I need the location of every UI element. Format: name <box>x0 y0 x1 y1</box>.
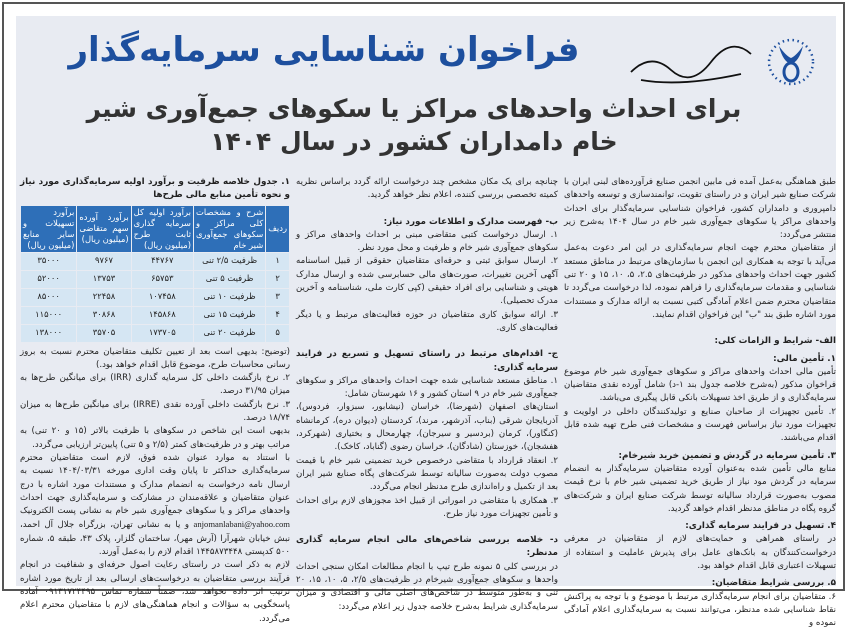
table-cell: ۱۰۷۴۵۸ <box>131 288 193 306</box>
paragraph: تأمین مالی احداث واحدهای مراکز و سکوهای جمع‌آوری شیر خام موضوع فراخوان مذکور (به‌شرح خلاصه جدول بند ۱-د) شامل آورده نقدی متقاضیان سرمایه‌گذاری و از طریق اخذ تسهیلات بانکی قابل پیگیری می‌باشد. <box>564 366 836 404</box>
list-item: ۲. انعقاد قرارداد با متقاضی درخصوص خرید تضمینی شیر خام با قیمت مصوب دولت به‌صورت سالیانه توسط شرکت‌های پگاه صنایع شیر ایران بعد از تکمیل و راه‌اندازی طرح مدنظر انجام می‌گردد. <box>296 455 558 493</box>
table-row <box>21 270 290 288</box>
column-header: برآورد اولیه کل سرمایه گذاری ثابت طرح (میلیون ریال) <box>131 205 193 252</box>
paragraph: منابع مالی تأمین شده به‌عنوان آورده متقاضیان سرمایه‌گذار به انضمام سرمایه در گردش مود نیاز از طریق خرید تضمینی شیر خام با نرخ قیمت مصوب به‌صورت قرارداد سالیانه توسط شرکت صنایع ایران و شرکت‌های گروه پگاه در مناطق مدنظر اقدام خواهد گردید. <box>564 463 836 514</box>
list-item: ۱. مناطق مستعد شناسایی شده جهت احداث واحدهای مراکز و سکوهای جمع‌آوری شیر خام در ۹ استان کشور و ۱۶ شهرستان شامل: <box>296 375 558 400</box>
paragraph: ۶. متقاضیان برای انجام سرمایه‌گذاری مرتبط با موضوع و با توجه به پراکنش نقاط شناسایی شده مدنظر، می‌توانند نسبت به سرمایه‌گذاری اعلام آمادگی نموده و <box>564 591 836 629</box>
section-jim-heading: ج- اقدام‌های مرتبط در راستای تسهیل و تسریع در فرایند سرمایه گذاری: <box>296 349 558 373</box>
table-cell: ظرفیت ۵ تنی <box>193 270 265 288</box>
ad-title: فراخوان شناسایی سرمایه‌گذار <box>68 30 580 70</box>
table-cell: ظرفیت ۱۵ تنی <box>193 306 265 324</box>
column-right <box>564 176 836 631</box>
column-header: ردیف <box>266 205 290 252</box>
paragraph: ۲. تأمین تجهیزات از صاحبان صنایع و تولیدکنندگان داخلی در اولویت و تجهیزات مورد نیاز براساس فهرست و مشخصات فنی طرح تهیه شده قابل اقدام می‌باشند. <box>564 406 836 444</box>
table-cell: ۵۲۰۰۰ <box>21 270 77 288</box>
table-cell: ۴۴۷۶۷ <box>131 252 193 270</box>
table-cell: ۳۰۸۶۸ <box>77 306 131 324</box>
org-logo <box>621 32 821 92</box>
table-cell: ۳۵۷۰۵ <box>77 324 131 342</box>
table-cell: ۹۷۶۷ <box>77 252 131 270</box>
email-link[interactable]: anjomanlabani@yahoo.com <box>193 519 290 530</box>
table-cell: ۶۵۷۵۳ <box>131 270 193 288</box>
table-row <box>21 288 290 306</box>
table-row <box>21 306 290 324</box>
table-cell: ۸۵۰۰۰ <box>21 288 77 306</box>
paragraph: در راستای همراهی و حمایت‌های لازم از متقاضیان در معرفی درخواست‌کنندگان به بانک‌های عامل برای پذیرش عاملیت و استفاده از تسهیلات اعتباری قابل اقدام خواهد بود. <box>564 534 836 572</box>
column-header: برآورد آورده سهم متقاضی (میلیون ریال) <box>77 205 131 252</box>
table-cell: ظرفیت ۲/۵ تنی <box>193 252 265 270</box>
list-item: ۳. ارائه سوابق کاری متقاضیان در حوزه فعالیت‌های مرتبط و یا دیگر فعالیت‌های کاری. <box>296 309 558 333</box>
table-cell: ۲۲۴۵۸ <box>77 288 131 306</box>
table-cell: ۱۱۵۰۰۰ <box>21 306 77 324</box>
address-text: و یا به نشانی تهران، بزرگراه جلال آل احمد، نبش خیابان شهرآرا (آرش مهر)، ساختمان گلزار، پلاک ۴۳، طبقه ۵، شماره ۵۰۰ کدپستی ۱۴۴۵۸۷۳۴۴۸ اقدام لازم را به‌عمل آورند. <box>20 520 291 558</box>
irr-paragraph: ۲. نرخ بازگشت داخلی کل سرمایه گذاری (IRR) برای میانگین طرح‌ها به میزان ۳۱/۹۵ درصد. <box>20 373 290 397</box>
section-alef-heading: الف- شرایط و الزامات کلی: <box>714 336 836 347</box>
logo-calligraphy <box>631 47 751 83</box>
table-cell: ۴ <box>266 306 290 324</box>
list-item: ۲. ارسال سوابق ثبتی و حرفه‌ای متقاضیان حقوقی از قبیل اساسنامه آگهی آخرین تغییرات، صورت‌های مالی حسابرسی شده و ارسال مدارک هویتی و شناسایی برای افراد حقیقی (کپی کارت ملی، شناسنامه و آخرین مدرک تحصیلی). <box>296 256 558 307</box>
table-cell: ۱۴۵۸۶۸ <box>131 306 193 324</box>
section-be-heading: ب- فهرست مدارک و اطلاعات مورد نیاز: <box>383 216 558 227</box>
table-cell: ۱ <box>266 252 290 270</box>
advertisement-frame <box>2 2 845 629</box>
table-cell: ۲ <box>266 270 290 288</box>
table-cell: ۱۳۸۰۰۰ <box>21 324 77 342</box>
column-left <box>20 176 290 626</box>
investment-table <box>20 205 290 343</box>
table-cell: ۵ <box>266 324 290 342</box>
paragraph: بدیهی است این شاخص در سکوهای با ظرفیت بالاتر (۱۵ و ۲۰ تنی) به مراتب بهتر و در ظرفیت‌های کمتر (۲/۵ و ۵ تنی) پایین‌تر ارزیابی می‌گردد. <box>20 426 290 450</box>
list-item: ۳. همکاری با متقاضی در اموراتی از قبیل اخذ مجوزهای لازم برای احداث و تأمین تجهیزات مورد نیاز طرح. <box>296 495 558 519</box>
subheading-facilitation: ۴. تسهیل در فرایند سرمایه گذاری: <box>685 521 836 532</box>
logo-emblem-icon <box>769 40 813 84</box>
table-row <box>21 324 290 342</box>
subheading-applicant-review: ۵. بررسی شرایط متقاضیان: <box>711 578 836 589</box>
table-cell: ۳ <box>266 288 290 306</box>
intro-paragraph: طبق هماهنگی به‌عمل آمده فی مابین انجمن صنایع فرآورده‌های لبنی ایران با شرکت صنایع شیر ایران و در راستای تقویت، توانمندسازی و توسعه واحدهای دامپروری و دامداران کشور، فراخوان شناسایی سرمایه‌گذار برای احداث واحدهای مراکز یا سکوهای جمع‌آوری شیر خام در سال ۱۴۰۴ به‌شرح زیر منتشر می‌گردد: <box>564 177 836 241</box>
intro-paragraph-2: از متقاضیان محترم جهت انجام سرمایه‌گذاری در این امر دعوت به‌عمل می‌آید با توجه به همکاری این انجمن با سازمان‌های مرتبط در مناطق مستعد کشور جهت احداث واحدهای مذکور در ظرفیت‌های ۲.۵، ۵، ۱۰، ۱۵ و ۲۰ تنی شناسایی و مقدمات سرمایه‌گذاری را فراهم نموده، لذا درخواست می‌گردد تا متقاضیان محترم ضمن اعلام آمادگی کتبی نسبت به ارائه مدارک و مستندات مورد اشاره طبق بند "ب" این فراخوان اقدام نمایند. <box>564 243 836 320</box>
paragraph: چنانچه برای یک مکان مشخص چند درخواست ارائه گردد براساس نظریه کمیته تخصصی بررسی کننده، اعلام نظر خواهد گردید. <box>296 177 558 201</box>
table-cell: ۳۵۰۰۰ <box>21 252 77 270</box>
paragraph: با استناد به موارد عنوان شده فوق، لازم است متقاضیان محترم سرمایه‌گذاری حداکثر تا پایان وقت اداری مورخه ۱۴۰۴/۰۳/۳۱ نسبت به ارسال نامه درخواست به انضمام مدارک و مستندات مورد اشاره با درج عنوان متقاضیان و علاقه‌مندان در مشارکت و سرمایه‌گذاری جهت احداث واحدهای مراکز و یا سکوهای جمع‌آوری شیر خام به نشانی پست الکترونیک <box>20 452 290 517</box>
column-header: برآورد تسهیلات و سایر منابع (میلیون ریال) <box>21 205 77 252</box>
irre-paragraph: ۳. نرخ بازگشت داخلی آورده نقدی (IRRE) برای میانگین طرح‌ها به میزان ۱۸/۷۴ درصد. <box>20 399 290 424</box>
ad-subtitle: برای احداث واحدهای مراکز یا سکوهای جمع‌آوری شیر خام دامداران کشور در سال ۱۴۰۴ <box>86 94 742 156</box>
table-title: ۱. جدول خلاصه ظرفیت و برآورد اولیه سرمایه‌گذاری مورد نیاز و نحوه تأمین منابع مالی طرح‌ها <box>20 177 290 201</box>
table-cell: ظرفیت ۱۰ تنی <box>193 288 265 306</box>
section-dal-heading: د- خلاصه بررسی شاخص‌های مالی انجام سرمایه گذاری مدنظر: <box>296 535 558 559</box>
paragraph: لازم به ذکر است در راستای رعایت اصول حرفه‌ای و شفافیت در انجام فرآیند بررسی متقاضیان به درخواست‌های ارسالی بعد از تاریخ مورد اشاره ترتیب اثر داده نخواهد شد، ضمناً شماره تماس ۰۹۱۳۱۷۲۴۴۹۵ آماده پاسخگویی به سؤالات و انجام هماهنگی‌های لازم با متقاضیان محترم اعلام می‌گردد. <box>20 560 291 624</box>
table-cell: ظرفیت ۲۰ تنی <box>193 324 265 342</box>
subheading-working-capital: ۳. تأمین سرمایه در گردش و تضمین خرید شیرخام: <box>618 450 836 461</box>
table-header-row <box>21 205 290 252</box>
table-note: (توضیح: بدیهی است بعد از تعیین تکلیف متقاضیان محترم نسبت به بروز رسانی محاسبات طرح، موضوع قابل اقدام خواهد بود.) <box>20 346 290 370</box>
subheading-financing: ۱. تأمین مالی: <box>773 353 836 364</box>
paragraph: در بررسی کلی ۵ نمونه طرح تیپ با انجام مطالعات امکان سنجی احداث واحدها و سکوهای جمع‌آوری شیرخام در ظرفیت‌های ۲/۵، ۵، ۱۰، ۱۵، ۲۰ تنی و به‌طور متوسط در شاخص‌های اصلی مالی و اقتصادی و میزان سرمایه‌گذاری شرایط به‌شرح خلاصه جدول زیر اعلام می‌گردد: <box>296 561 558 612</box>
column-middle <box>296 176 558 614</box>
table-cell: ۱۷۳۷۰۵ <box>131 324 193 342</box>
paragraph: استان‌های اصفهان (شهرضا)، خراسان (نیشابور، سبزوار، فردوس)، آذربایجان شرقی (بناب، آذرشهر، مرند)، کردستان (دیوان دره)، کرمانشاه (کنگاور)، کرمان (بردسیر و سیرجان)، چهارمحال و بختیاری (شهرکرد، هفشجان)، خوزستان (شادگان)، خراسان رضوی (گناباد، کاخک). <box>296 402 558 453</box>
table-row <box>21 252 290 270</box>
list-item: ۱. ارسال درخواست کتبی متقاضی مبنی بر احداث واحدهای مراکز و سکوهای جمع‌آوری شیر خام و ظرفیت و محل مورد نظر. <box>296 229 558 254</box>
table-cell: ۱۳۷۵۳ <box>77 270 131 288</box>
column-header: شرح و مشخصات کلی مراکز و سکوهای جمع‌آوری شیر خام <box>193 205 265 252</box>
